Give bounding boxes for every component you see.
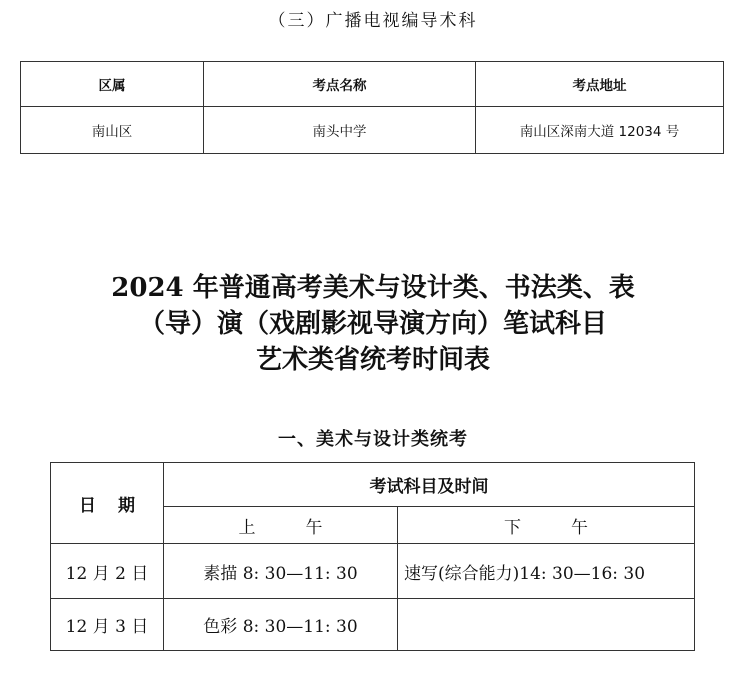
table-row — [51, 544, 695, 599]
title-line-3: 艺术类省统考时间表 — [255, 345, 490, 375]
table-row — [21, 107, 724, 154]
cell-venue-address: 南山区深南大道 12034 号 — [476, 107, 724, 154]
cell-date: 12 月 3 日 — [51, 599, 164, 651]
cell-afternoon: 速写(综合能力)14: 30—16: 30 — [398, 544, 695, 599]
cell-date: 12 月 2 日 — [51, 544, 164, 599]
header-date — [51, 463, 164, 544]
header-date-label: 日期 — [79, 495, 157, 516]
page-title — [0, 270, 746, 378]
header-subjects: 考试科目及时间 — [164, 463, 695, 507]
venue-table — [20, 61, 724, 154]
title-line-2: （导）演（戏剧影视导演方向）笔试科目 — [138, 309, 607, 339]
section-heading: （三）广播电视编导术科 — [268, 11, 478, 31]
header-afternoon — [398, 507, 695, 544]
header-morning-label: 上午 — [238, 517, 373, 538]
title-line-1: 2024 年普通高考美术与设计类、书法类、表 — [111, 273, 635, 303]
subsection-heading: 一、美术与设计类统考 — [278, 429, 468, 450]
cell-district: 南山区 — [21, 107, 204, 154]
table-row — [51, 599, 695, 651]
header-district: 区属 — [21, 62, 204, 107]
table-header-row — [21, 62, 724, 107]
table-header-row — [51, 463, 695, 507]
cell-morning: 素描 8: 30—11: 30 — [164, 544, 398, 599]
cell-venue-name: 南头中学 — [204, 107, 476, 154]
header-afternoon-label: 下午 — [504, 517, 638, 538]
cell-afternoon — [398, 599, 695, 651]
exam-schedule-table — [50, 462, 695, 651]
cell-morning: 色彩 8: 30—11: 30 — [164, 599, 398, 651]
header-morning — [164, 507, 398, 544]
header-venue-address: 考点地址 — [476, 62, 724, 107]
header-venue-name: 考点名称 — [204, 62, 476, 107]
